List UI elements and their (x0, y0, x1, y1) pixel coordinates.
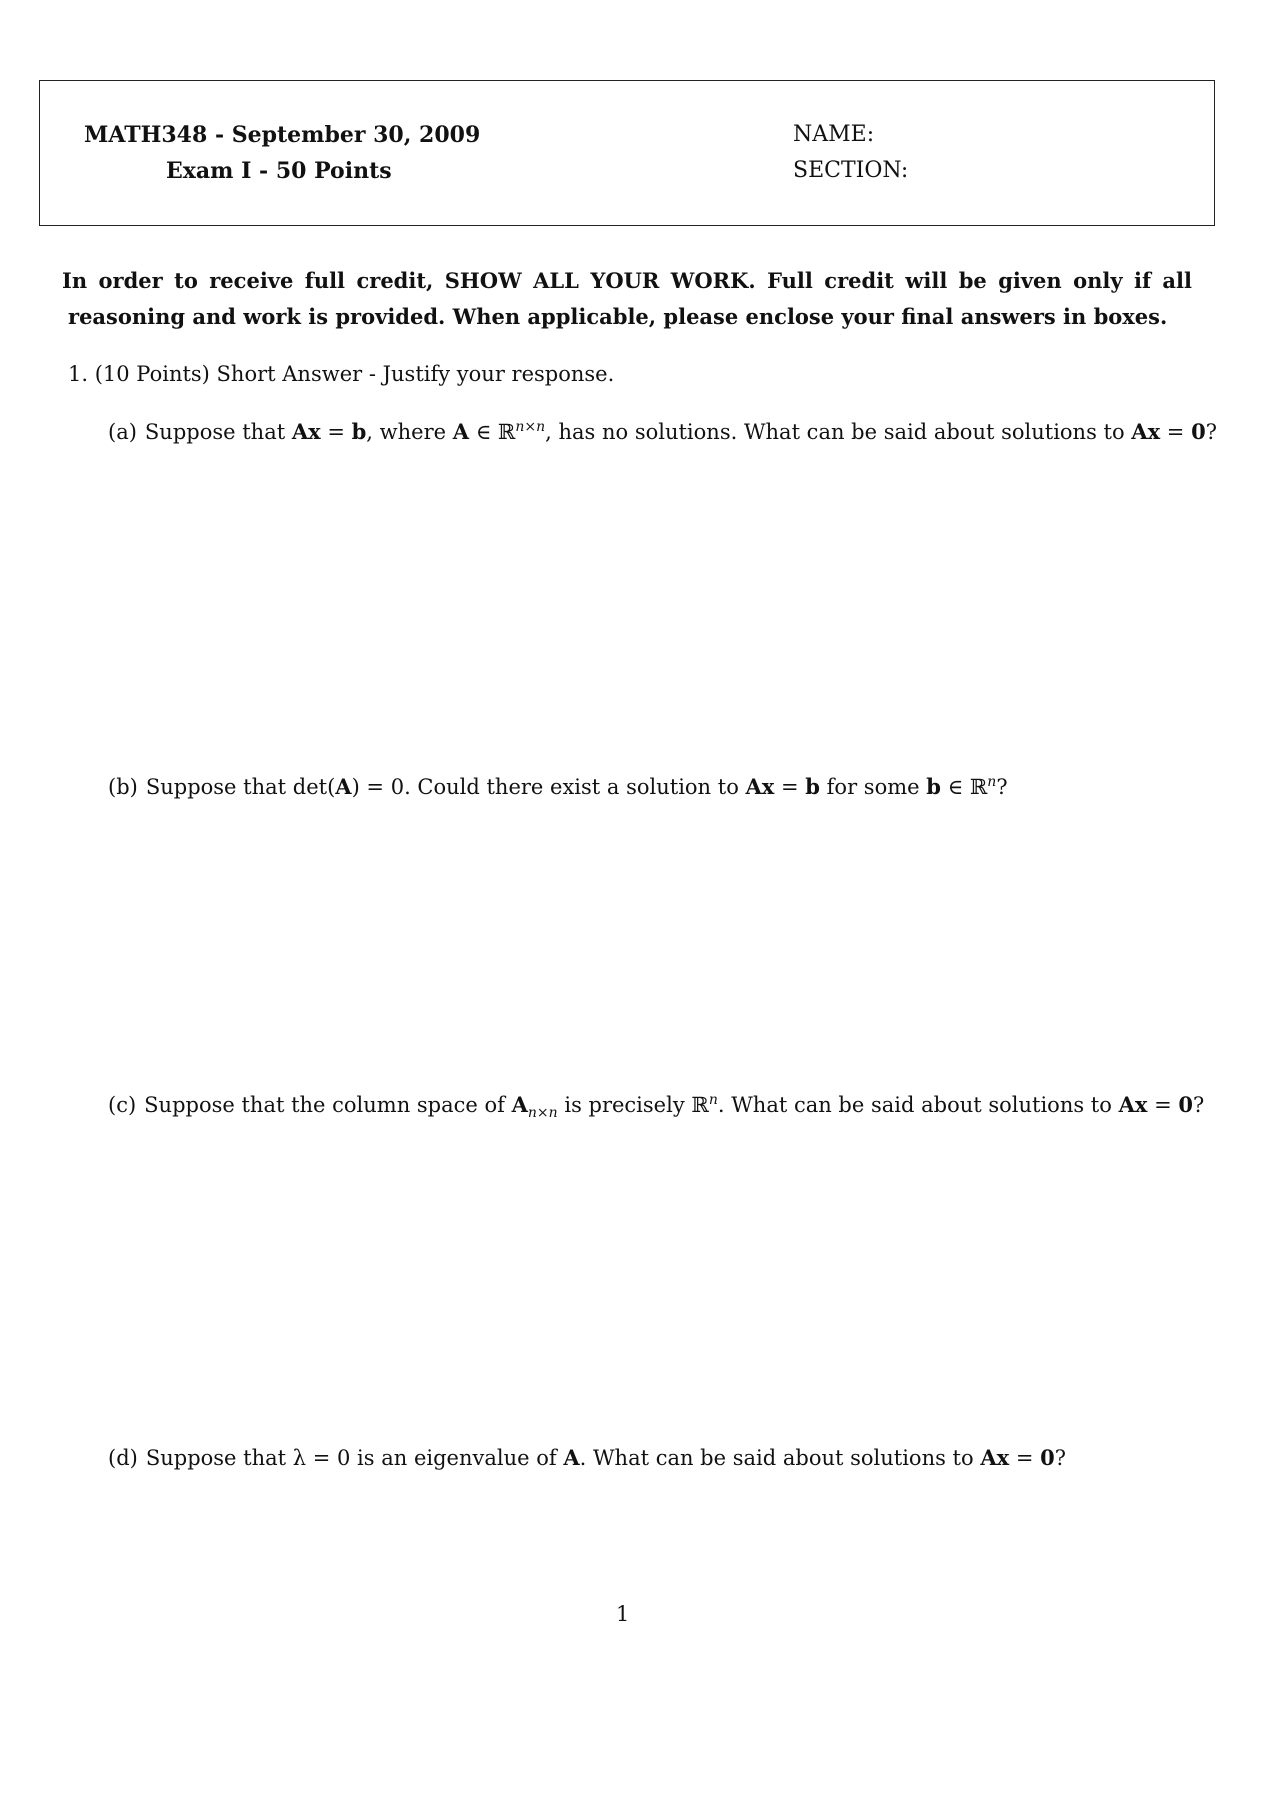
part-d-text: Suppose that λ = 0 is an eigenvalue of A. What can be said about solutions to Ax = 0? (145, 1445, 1066, 1470)
name-label: NAME: (793, 122, 875, 147)
course-title: MATH348 - September 30, 2009 (84, 122, 481, 148)
instructions (62, 263, 1192, 335)
part-a-text: Suppose that Ax = b, where A ∈ ℝ$^{n\times n}$, has no solutions. What can be said about solutions to Ax = 0? (144, 419, 1217, 444)
part-c-label: (c) (108, 1093, 137, 1117)
part-b-text: Suppose that det(A) = 0. Could there exist a solution to Ax = b for some b ∈ ℝ$^n$? (145, 774, 1008, 799)
instructions-line-1: In order to receive full credit, SHOW ALL YOUR WORK. Full credit will be given only if all (62, 268, 1192, 293)
exam-header-box (39, 80, 1215, 226)
problem-1-heading: 1. (10 Points) Short Answer - Justify your response. (68, 362, 615, 386)
page-number: 1 (616, 1602, 630, 1626)
part-b-label: (b) (108, 775, 138, 799)
exam-title: Exam I - 50 Points (166, 158, 392, 184)
instructions-line-2: reasoning and work is provided. When applicable, please enclose your final answers in boxes. (68, 304, 1168, 329)
part-d (108, 1447, 1066, 1469)
part-d-label: (d) (108, 1446, 138, 1470)
part-a-label: (a) (108, 420, 137, 444)
part-a (108, 421, 1217, 443)
part-c (108, 1092, 1205, 1122)
section-label: SECTION: (793, 158, 909, 183)
part-c-text: Suppose that the column space of $A_{n\times n}$ is precisely ℝ$^n$. What can be said about solutions to Ax = 0? (144, 1092, 1205, 1122)
part-b (108, 776, 1008, 798)
